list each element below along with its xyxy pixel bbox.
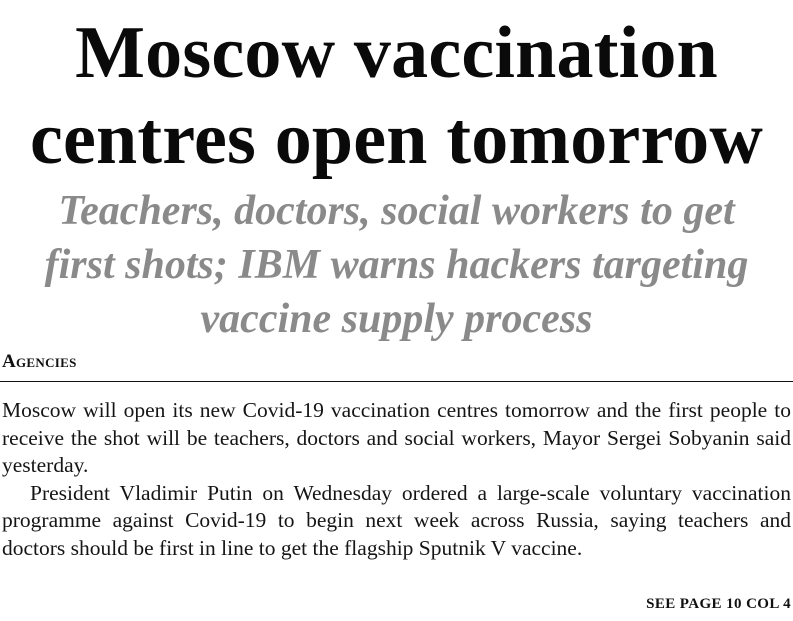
body-paragraph-1: Moscow will open its new Covid-19 vaccination centres tomorrow and the first people to receive the shot will be teachers, doctors and social workers, Mayor Sergei Sobyanin said yesterday. [2, 398, 791, 477]
headline-line-2: centres open tomorrow [29, 98, 764, 180]
subheadline [0, 184, 793, 346]
continuation-reference: SEE PAGE 10 COL 4 [646, 596, 791, 612]
subheadline-line-3: vaccine supply process [200, 296, 593, 342]
subheadline-line-2: first shots; IBM warns hackers targeting [44, 242, 749, 288]
body-paragraph-2: President Vladimir Putin on Wednesday ordered a large-scale voluntary vaccination programme against Covid-19 to begin next week across Russia, saying teachers and doctors should be first in line to get the flagship Sputnik V vaccine. [2, 480, 791, 560]
headline [0, 10, 793, 182]
headline-line-1: Moscow vaccination [75, 12, 718, 94]
article-body [2, 397, 791, 562]
byline-divider [0, 381, 793, 382]
byline: Agencies [2, 351, 77, 372]
subheadline-line-1: Teachers, doctors, social workers to get [58, 188, 735, 234]
